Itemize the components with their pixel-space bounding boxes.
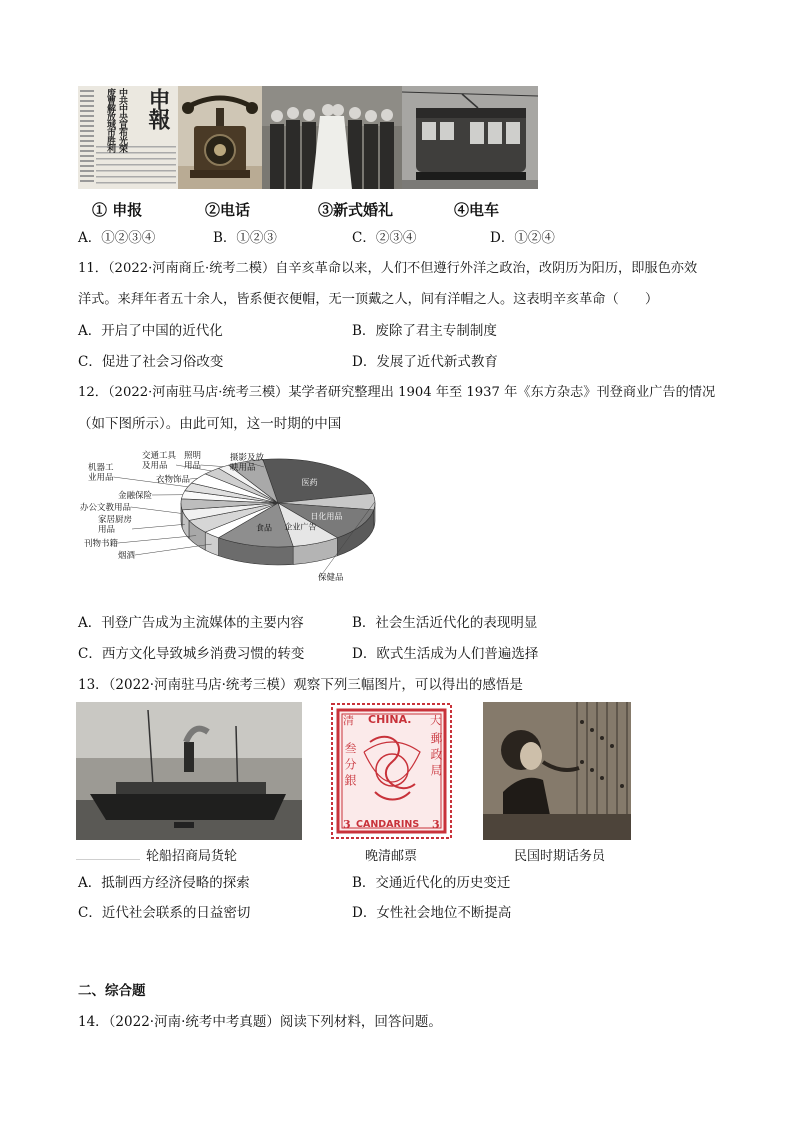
option-text: ①②③④	[101, 230, 156, 246]
caption-num-4: ④	[454, 201, 470, 219]
caption-operator: 民国时期话务员	[514, 849, 606, 864]
pie-label-金融保险: 金融保险	[118, 491, 153, 501]
pie-leader-家居厨房用品	[132, 524, 185, 529]
caption-stub-line	[76, 859, 140, 860]
option-letter: C．	[78, 354, 102, 370]
image-caption-3	[318, 199, 393, 220]
wedding-image	[262, 86, 402, 189]
option-text: 废除了君主专制制度	[375, 323, 497, 339]
option-letter: B．	[352, 875, 376, 891]
pie-label-企业广告: 企业广告	[284, 522, 317, 532]
option-letter: C．	[78, 646, 102, 662]
image-caption-2	[205, 199, 250, 220]
pie-label-家居厨房用品: 家居厨房用品	[98, 515, 133, 535]
pie-label-交通工具及用品: 交通工具及用品	[142, 451, 177, 471]
image-caption-4	[454, 199, 499, 220]
option-text: ①②③	[236, 230, 277, 246]
option-letter: B．	[352, 615, 376, 631]
ad-pie-chart	[78, 446, 378, 592]
pie-label-摄影及放映用品: 摄影及放映用品	[230, 453, 265, 473]
option-letter: D．	[490, 230, 515, 246]
q11-option-c[interactable]	[78, 352, 223, 372]
stamp-left-column: 叁分銀	[343, 742, 357, 790]
option-text: 抵制西方经济侵略的探索	[101, 875, 250, 891]
q12-option-d[interactable]	[352, 644, 538, 664]
option-letter: B．	[352, 323, 376, 339]
pie-label-衣物饰品: 衣物饰品	[156, 475, 191, 485]
option-letter: C．	[78, 905, 102, 921]
pie-label-医药: 医药	[301, 477, 318, 487]
stamp-number-right: 3	[432, 818, 440, 831]
newspaper-headline-1: 中共中央宣布光荣	[117, 88, 127, 152]
option-letter: D．	[352, 354, 377, 370]
q12-option-b[interactable]	[352, 613, 537, 633]
q11-option-b[interactable]	[352, 321, 497, 341]
option-letter: A．	[78, 323, 102, 339]
caption-num-2: ②	[205, 201, 221, 219]
q13-option-b[interactable]	[352, 873, 510, 893]
stamp-number-left: 3	[343, 818, 351, 831]
q11-stem-line-2: 洋式。来拜年者五十余人，皆系便衣便帽，无一顶戴之人，间有洋帽之人。这表明辛亥革命（ ）	[78, 292, 659, 307]
option-text: 开启了中国的近代化	[101, 323, 223, 339]
option-text: 女性社会地位不断提高	[376, 905, 512, 921]
option-text: ①②④	[514, 230, 555, 246]
q11-option-a[interactable]	[78, 321, 223, 341]
qing-stamp-image	[330, 702, 453, 840]
q12-option-a[interactable]	[78, 613, 304, 633]
stamp-right-char: 大	[430, 714, 441, 727]
newspaper-masthead: 申報	[145, 88, 171, 128]
option-letter: A．	[78, 230, 102, 246]
q10-option-a[interactable]	[78, 228, 155, 248]
option-text: 发展了近代新式教育	[376, 354, 498, 370]
newspaper-headline-2: 废曹解放城市胜利	[105, 88, 115, 152]
pie-label-机器工业用品: 机器工业用品	[88, 463, 114, 483]
image-caption-1	[92, 199, 142, 220]
section-2-title: 二、综合题	[78, 983, 146, 999]
option-letter: D．	[352, 646, 377, 662]
q12-stem-line-1: 12．（2022·河南驻马店·统考三模）某学者研究整理出 1904 年至 1937 年《东方杂志》刊登商业广告的情况	[78, 385, 716, 400]
q13-option-d[interactable]	[352, 903, 511, 923]
q13-stem: 13．（2022·河南驻马店·统考三模）观察下列三幅图片，可以得出的感悟是	[78, 677, 523, 693]
q14-stem: 14．（2022·河南·统考中考真题）阅读下列材料，回答问题。	[78, 1014, 442, 1030]
caption-stamp: 晚清邮票	[365, 849, 418, 864]
option-text: 近代社会联系的日益密切	[101, 905, 251, 921]
option-text: ②③④	[375, 230, 417, 246]
option-letter: A．	[78, 875, 102, 891]
q13-option-c[interactable]	[78, 903, 250, 923]
caption-num-1: ①	[92, 201, 108, 219]
option-text: 欧式生活成为人们普遍选择	[376, 646, 539, 662]
option-letter: B．	[213, 230, 237, 246]
option-letter: D．	[352, 905, 377, 921]
stamp-right-column: 郵政局	[429, 732, 443, 780]
option-text: 西方文化导致城乡消费习惯的转变	[101, 646, 305, 662]
q11-stem-line-1: 11．（2022·河南商丘·统考二模）自辛亥革命以来，人们不但遵行外洋之政治，改阴历为阳历，即服色亦效	[78, 261, 698, 276]
caption-num-3: ③	[318, 201, 334, 219]
caption-steamship: 轮船招商局货轮	[146, 849, 238, 864]
steamship-image	[76, 702, 302, 840]
option-text: 促进了社会习俗改变	[101, 354, 224, 370]
stamp-bottom-text: CANDARINS	[356, 819, 420, 830]
caption-label-4: 电车	[469, 201, 500, 219]
pie-label-食品: 食品	[256, 523, 273, 533]
q10-option-c[interactable]	[352, 228, 416, 248]
stamp-top-text: CHINA.	[368, 713, 412, 726]
stamp-left-char: 清	[343, 714, 354, 727]
pie-label-日化用品: 日化用品	[310, 511, 343, 521]
newspaper-shenbao-image	[78, 86, 178, 189]
caption-label-1: 申报	[112, 201, 143, 219]
operator-image	[483, 702, 631, 840]
pie-label-刊物书籍: 刊物书籍	[84, 539, 119, 549]
option-text: 交通近代化的历史变迁	[375, 875, 511, 891]
pie-label-办公文教用品: 办公文教用品	[80, 503, 132, 513]
q10-option-b[interactable]	[213, 228, 277, 248]
q12-stem-line-2: （如下图所示）。由此可知，这一时期的中国	[78, 416, 342, 432]
pie-leader-办公文教用品	[131, 507, 181, 513]
pie-leader-烟酒	[135, 544, 212, 555]
option-text: 刊登广告成为主流媒体的主要内容	[101, 615, 304, 631]
q10-option-d[interactable]	[490, 228, 555, 248]
tram-image	[402, 86, 538, 189]
option-letter: A．	[78, 615, 102, 631]
q13-option-a[interactable]	[78, 873, 250, 893]
caption-label-2: 电话	[220, 201, 251, 219]
option-text: 社会生活近代化的表现明显	[375, 615, 538, 631]
pie-leader-照明用品	[201, 465, 223, 467]
caption-label-3: 新式婚礼	[333, 201, 394, 219]
pie-label-照明用品: 照明用品	[184, 451, 202, 471]
q12-option-c[interactable]	[78, 644, 304, 664]
q11-option-d[interactable]	[352, 352, 498, 372]
pie-label-烟酒: 烟酒	[118, 551, 136, 561]
option-letter: C．	[352, 230, 376, 246]
telephone-image	[178, 86, 262, 189]
pie-label-保健品: 保健品	[318, 573, 344, 583]
pie-leader-刊物书籍	[118, 536, 196, 543]
